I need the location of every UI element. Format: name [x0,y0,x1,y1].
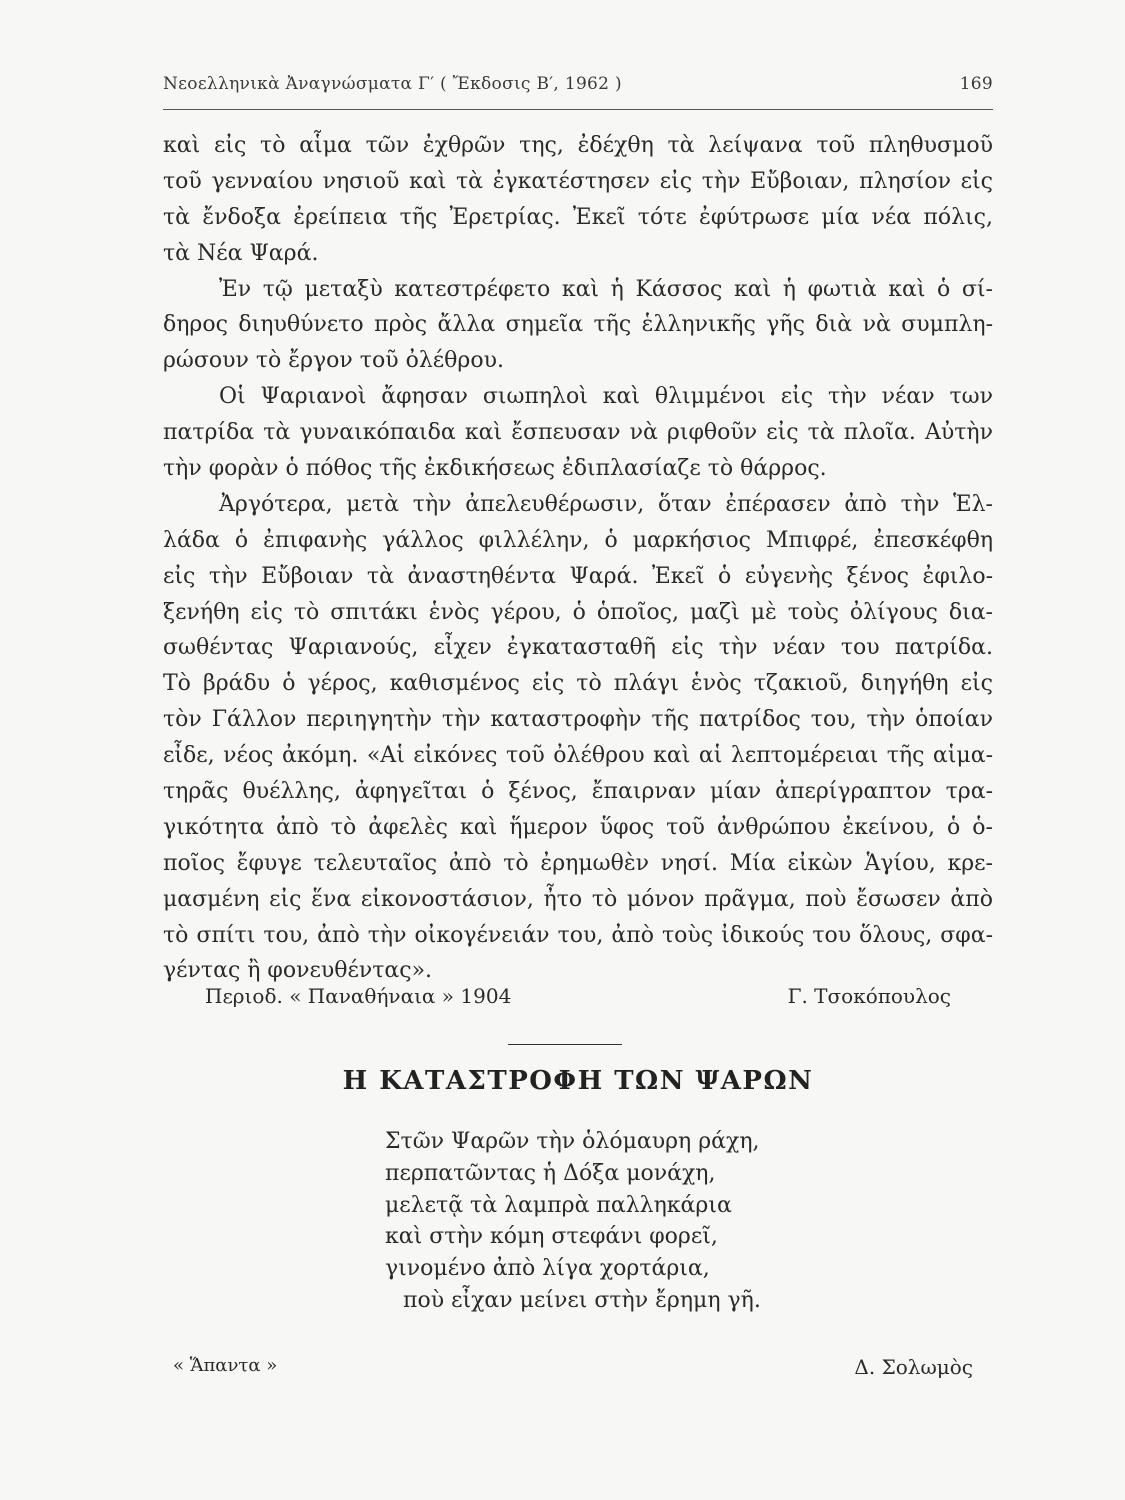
prose-line: τὰ ἔνδοξα ἐρείπεια τῆς Ἐρετρίας. Ἐκεῖ τότε ἐφύτρωσε μία νέα πόλις, [163,204,993,230]
prose-line: Ἐν τῷ μεταξὺ κατεστρέφετο καὶ ἡ Κάσσος καὶ ἡ φωτιὰ καὶ ὁ σί- [219,276,993,302]
page-number: 169 [959,74,993,94]
prose-credit [163,982,993,1012]
poem-author: Δ. Σολωμὸς [854,1355,973,1379]
prose-author: Γ. Τσοκόπουλος [787,984,951,1008]
prose-line: καὶ εἰς τὸ αἷμα τῶν ἐχθρῶν της, ἐδέχθη τὰ λείψανα τοῦ πληθυσμοῦ [163,133,993,158]
prose-line: τοῦ γενναίου νησιοῦ καὶ τὰ ἐγκατέστησεν εἰς τὴν Εὔβοιαν, πλησίον εἰς [163,168,993,194]
prose-line: τὴν φορὰν ὁ πόθος τῆς ἐκδικήσεως ἐδιπλασίαζε τὸ θάρρος. [163,456,827,482]
prose-body [163,128,993,989]
prose-line: εἰς τὴν Εὔβοιαν τὰ ἀναστηθέντα Ψαρά. Ἐκεῖ ὁ εὐγενὴς ξένος ἐφιλο- [163,563,993,589]
prose-line: ποῖος ἔφυγε τελευταῖος ἀπὸ τὸ ἐρημωθὲν νησί. Μία εἰκὼν Ἁγίου, κρε- [163,850,993,876]
prose-line: τηρᾶς θυέλλης, ἀφηγεῖται ὁ ξένος, ἔπαιρναν μίαν ἀπερίγραπτον τρα- [163,779,993,805]
prose-line: τὸ σπίτι του, ἀπὸ τὴν οἰκογένειάν του, ἀπὸ τοὺς ἰδικούς του ὅλους, σφα- [163,922,993,948]
poem-line: περπατῶντας ἡ Δόξα μονάχη, [385,1160,716,1186]
poem-title: Η ΚΑΤΑΣΤΡΟΦΗ ΤΩΝ ΨΑΡΩΝ [342,1066,814,1096]
prose-line: λάδα ὁ ἐπιφανὴς γάλλος φιλλέλην, ὁ μαρκήσιος Μπιφρέ, ἐπεσκέφθη [163,527,993,553]
prose-line: Οἱ Ψαριανοὶ ἄφησαν σιωπηλοὶ καὶ θλιμμένοι εἰς τὴν νέαν των [219,384,993,410]
poem-source: « Ἅπαντα » [173,1355,278,1376]
header-rule [163,109,993,110]
section-separator [508,1044,622,1045]
prose-source: Περιοδ. « Παναθήναια » 1904 [205,984,512,1008]
prose-line: εἶδε, νέος ἀκόμη. «Αἱ εἰκόνες τοῦ ὀλέθρου καὶ αἱ λεπτομέρειαι τῆς αἱμα- [163,743,993,769]
prose-line: Τὸ βράδυ ὁ γέρος, καθισμένος εἰς τὸ πλάγι ἑνὸς τζακιοῦ, διηγήθη εἰς [163,671,993,697]
running-header [163,72,993,102]
prose-line: τὸν Γάλλον περιηγητὴν τὴν καταστροφὴν τῆς πατρίδος του, τὴν ὁποίαν [163,707,993,733]
prose-line: γικότητα ἀπὸ τὸ ἀφελὲς καὶ ἥμερον ὕφος τοῦ ἀνθρώπου ἐκείνου, ὁ ὁ- [163,814,993,840]
prose-line: πατρίδα τὰ γυναικόπαιδα καὶ ἔσπευσαν νὰ ριφθοῦν εἰς τὰ πλοῖα. Αὐτὴν [163,420,993,446]
prose-line: μασμένη εἰς ἕνα εἰκονοστάσιον, ἦτο τὸ μόνον πρᾶγμα, ποὺ ἔσωσεν ἀπὸ [163,886,993,912]
prose-line: σωθέντας Ψαριανούς, εἶχεν ἐγκατασταθῆ εἰς τὴν νέαν του πατρίδα. [163,635,993,661]
poem-credit [163,1353,993,1383]
poem-line: γινομένο ἀπὸ λίγα χορτάρια, [385,1256,710,1282]
prose-line: ξενήθη εἰς τὸ σπιτάκι ἑνὸς γέρου, ὁ ὁποῖος, μαζὶ μὲ τοὺς ὀλίγους δια- [163,599,993,625]
poem-body [385,1126,945,1317]
poem-line: καὶ στὴν κόμη στεφάνι φορεῖ, [385,1224,718,1250]
poem-line: ποὺ εἶχαν μείνει στὴν ἔρημη γῆ. [403,1287,761,1313]
prose-line: γέντας ἢ φονευθέντας». [163,958,433,984]
poem-line: Στῶν Ψαρῶν τὴν ὁλόμαυρη ράχη, [385,1129,760,1154]
poem-line: μελετᾷ τὰ λαμπρὰ παλληκάρια [385,1192,732,1218]
prose-line: Ἀργότερα, μετὰ τὴν ἀπελευθέρωσιν, ὅταν ἐπέρασεν ἀπὸ τὴν Ἑλ- [219,491,993,517]
prose-line: δηρος διηυθύνετο πρὸς ἄλλα σημεῖα τῆς ἑλληνικῆς γῆς διὰ νὰ συμπλη- [163,312,993,338]
prose-line: τὰ Νέα Ψαρά. [163,240,319,266]
running-title: Νεοελληνικὰ Ἀναγνώσματα Γ′ ( Ἔκδοσις Β′, 1962 ) [163,74,622,94]
prose-line: ρώσουν τὸ ἔργον τοῦ ὀλέθρου. [163,348,504,374]
